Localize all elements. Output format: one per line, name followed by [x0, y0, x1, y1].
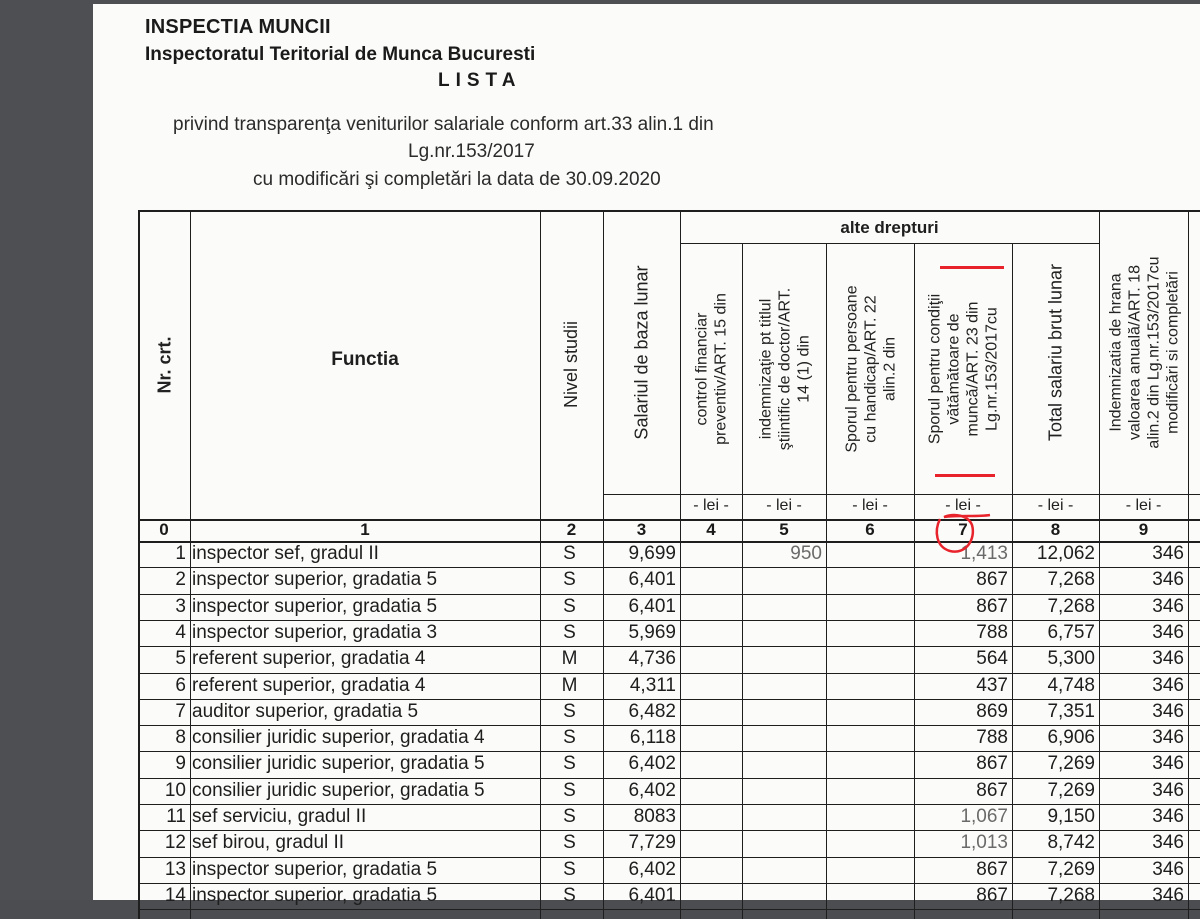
column-number: 3 — [636, 520, 647, 539]
table-cell-nr: 4 — [175, 621, 186, 643]
table-cell-nivel: S — [563, 595, 576, 617]
column-number: 6 — [865, 520, 875, 539]
subtitle-line-2: Lg.nr.153/2017 — [408, 141, 535, 162]
header-spor-conditii-line: Lg.nr.153/2017cu — [983, 306, 1000, 431]
subtitle-line-3: cu modificări şi completări la data de 30.09.2020 — [253, 169, 661, 190]
table-cell-c7: 1,067 — [960, 806, 1008, 827]
table-cell-nr: 2 — [175, 569, 186, 591]
table-cell-functia: inspector superior, gradatia 5 — [192, 569, 438, 591]
header-indemnizatie-doctor-line: ştiintific de doctor/ART. — [775, 287, 793, 450]
table-cell-functia: consilier juridic superior, gradatia 4 — [192, 727, 485, 749]
table-cell-total: 9,150 — [1047, 806, 1095, 827]
header-indemnizatie-hrana-line: valoarea anuală/ART. 18 — [1125, 264, 1143, 440]
table-cell-baza: 6,118 — [629, 727, 676, 749]
header-indemnizatie-doctor-line: 14 (1) din — [794, 334, 812, 403]
table-cell-c7: 788 — [976, 727, 1008, 749]
row-divider — [138, 567, 1200, 568]
header-total-salariu-line: Total salariu brut lunar — [1045, 263, 1065, 441]
table-cell-nr: 7 — [175, 700, 186, 722]
table-cell-nivel: M — [561, 648, 578, 670]
table-cell-c9: 346 — [1152, 700, 1184, 722]
table-cell-total: 7,268 — [1047, 884, 1095, 906]
table-cell-c9: 346 — [1152, 674, 1184, 696]
header-spor-handicap-line: Sporul pentru persoane — [842, 284, 860, 453]
red-annotation-line-top — [940, 266, 1004, 269]
table-cell-nivel: S — [563, 621, 576, 643]
column-number: 4 — [706, 520, 716, 539]
table-cell-total: 12,062 — [1036, 543, 1095, 564]
table-cell-baza: 6,401 — [628, 884, 676, 906]
table-cell-nivel: S — [563, 543, 576, 564]
header-salariul-baza-line: Salariul de baza lunar — [631, 264, 651, 440]
table-cell-nr: 9 — [175, 753, 186, 775]
header-indemnizatie-hrana-line: alin.2 din Lg.nr.153/2017cu — [1144, 255, 1162, 449]
header-control-financiar-line: control financiar — [693, 312, 710, 425]
table-cell-nivel: S — [563, 832, 576, 854]
table-cell-total: 5,300 — [1047, 648, 1095, 670]
document-page — [93, 4, 1200, 906]
table-cell-c9: 346 — [1152, 884, 1184, 906]
table-cell-baza: 4,311 — [629, 674, 676, 696]
table-cell-c9: 346 — [1152, 753, 1184, 775]
column-number: 8 — [1050, 520, 1061, 539]
table-cell-baza: 5,969 — [628, 621, 676, 643]
table-cell-c7: 867 — [976, 595, 1008, 617]
table-cell-nivel: S — [563, 858, 576, 880]
table-cell-functia: referent superior, gradatia 4 — [192, 674, 426, 696]
table-cell-total: 6,906 — [1047, 727, 1095, 749]
column-number: 0 — [159, 520, 169, 539]
table-cell-total: 7,269 — [1047, 858, 1095, 880]
lei-unit-label: - lei - — [1037, 497, 1074, 514]
header-control-financiar — [680, 243, 742, 494]
lei-unit-label: - lei - — [852, 497, 888, 514]
table-cell-c9: 346 — [1152, 779, 1184, 801]
table-cell-nr: 14 — [164, 884, 186, 906]
header-indemnizatie-hrana — [1099, 210, 1188, 494]
row-divider — [138, 646, 1200, 647]
table-cell-nivel: S — [563, 569, 576, 591]
header-control-financiar-line: preventiv/ART. 15 din — [712, 292, 729, 445]
header-spor-conditii-line: Sporul pentru condiţii — [926, 293, 943, 444]
row-divider — [138, 699, 1200, 700]
table-cell-functia: referent superior, gradatia 4 — [192, 648, 426, 670]
table-cell-c9: 346 — [1152, 727, 1184, 749]
column-number: 7 — [958, 520, 968, 539]
row-divider — [138, 804, 1200, 805]
table-cell-c7: 867 — [976, 858, 1008, 880]
table-cell-total: 7,268 — [1047, 595, 1095, 617]
header-nr-crt — [138, 210, 190, 519]
list-title: LISTA — [438, 70, 522, 91]
table-cell-nivel: S — [563, 700, 576, 722]
table-cell-c9: 346 — [1152, 648, 1184, 670]
table-cell-baza: 6,402 — [628, 779, 676, 801]
red-annotation-circle — [928, 509, 998, 559]
table-cell-functia: sef serviciu, gradul II — [192, 806, 367, 827]
table-cell-total: 7,351 — [1047, 700, 1095, 722]
group-header-alte-drepturi: alte drepturi — [840, 218, 939, 237]
table-cell-c9: 346 — [1152, 621, 1184, 643]
table-cell-functia: inspector sef, gradul II — [192, 543, 379, 564]
table-cell-nr: 12 — [164, 832, 186, 854]
column-number: 2 — [566, 520, 577, 539]
row-divider — [138, 620, 1200, 621]
table-cell-c7: 869 — [976, 700, 1008, 722]
table-cell-c9: 346 — [1152, 806, 1184, 827]
table-cell-functia: auditor superior, gradatia 5 — [192, 700, 419, 722]
header-spor-handicap-line: cu handicap/ART. 22 — [861, 294, 879, 443]
header-indemnizatie-hrana-line: Indemnizatia de hrana — [1106, 272, 1124, 432]
header-spor-conditii — [914, 243, 1012, 494]
column-number: 5 — [779, 520, 789, 539]
table-cell-nivel: S — [563, 779, 576, 801]
row-divider — [138, 909, 1200, 910]
table-cell-total: 4,748 — [1047, 674, 1095, 696]
table-cell-total: 7,269 — [1047, 779, 1095, 801]
table-cell-functia: consilier juridic superior, gradatia 5 — [192, 779, 485, 801]
table-cell-nr: 8 — [175, 727, 186, 749]
table-cell-c9: 346 — [1152, 595, 1184, 617]
table-cell-nivel: M — [561, 674, 578, 696]
table-cell-nr: 1 — [175, 543, 186, 564]
table-cell-c7: 437 — [976, 674, 1008, 696]
header-indemnizatie-doctor-line: indemnizaţie pt titlul — [756, 298, 774, 439]
table-cell-nr: 5 — [175, 648, 186, 670]
table-cell-total: 7,269 — [1047, 753, 1095, 775]
inspectorate-name: Inspectoratul Teritorial de Munca Bucuresti — [145, 44, 536, 65]
table-cell-c7: 788 — [976, 621, 1008, 643]
row-divider — [138, 857, 1200, 858]
lei-unit-label: - lei - — [766, 497, 802, 514]
table-cell-baza: 6,402 — [628, 858, 676, 880]
table-cell-nr: 3 — [175, 595, 186, 617]
table-cell-nivel: S — [563, 884, 576, 906]
header-salariul-baza — [603, 210, 680, 494]
table-cell-nr: 13 — [164, 858, 186, 880]
column-number: 1 — [360, 520, 370, 539]
header-functia: Functia — [331, 349, 399, 370]
table-cell-c9: 346 — [1152, 543, 1184, 564]
row-divider — [138, 883, 1200, 884]
header-nr-crt-line: Nr. crt. — [153, 335, 174, 394]
table-cell-c7: 867 — [976, 569, 1008, 591]
lei-unit-label: - lei - — [693, 497, 729, 514]
header-indemnizatie-hrana-line: modificări si completări — [1163, 270, 1181, 434]
header-total-salariu — [1012, 210, 1099, 494]
table-cell-c9: 346 — [1152, 832, 1184, 854]
row-divider — [138, 673, 1200, 674]
table-cell-c9: 346 — [1152, 569, 1184, 591]
table-cell-total: 7,268 — [1047, 569, 1095, 591]
table-cell-baza: 4,736 — [628, 648, 676, 670]
table-cell-c7: 1,413 — [960, 543, 1008, 564]
subtitle-line-1: privind transparenţa veniturilor salariale conform art.33 alin.1 din — [173, 114, 714, 135]
table-cell-baza: 6,482 — [628, 700, 676, 722]
row-divider — [138, 778, 1200, 779]
table-cell-functia: inspector superior, gradatia 3 — [192, 621, 438, 643]
row-divider — [138, 725, 1200, 726]
header-spor-handicap — [826, 243, 914, 494]
table-cell-functia: inspector superior, gradatia 5 — [192, 595, 438, 617]
table-cell-c7: 867 — [976, 884, 1008, 906]
column-number: 9 — [1138, 520, 1149, 539]
agency-name: INSPECTIA MUNCII — [145, 16, 331, 38]
table-cell-functia: inspector superior, gradatia 5 — [192, 858, 438, 880]
table-cell-functia: inspector superior, gradatia 5 — [192, 884, 438, 906]
table-cell-c9: 346 — [1152, 858, 1184, 880]
table-cell-nivel: S — [563, 806, 576, 827]
table-cell-nr: 10 — [164, 779, 186, 801]
table-cell-baza: 6,401 — [628, 595, 676, 617]
row-divider — [138, 751, 1200, 752]
table-cell-baza: 8083 — [633, 806, 676, 827]
table-cell-functia: consilier juridic superior, gradatia 5 — [192, 753, 485, 775]
header-spor-handicap-line: alin.2 din — [880, 336, 898, 401]
header-spor-conditii-line: vătămătoare de — [945, 312, 962, 425]
table-cell-baza: 7,729 — [628, 832, 676, 854]
table-cell-c5: 950 — [790, 543, 822, 564]
table-cell-c7: 1,013 — [960, 832, 1008, 854]
table-cell-baza: 9,699 — [628, 543, 676, 564]
table-cell-c7: 867 — [976, 779, 1008, 801]
header-nivel-studii — [540, 210, 603, 519]
lei-unit-label: - lei - — [1125, 497, 1162, 514]
table-cell-total: 8,742 — [1047, 832, 1095, 854]
row-divider — [138, 594, 1200, 595]
row-divider — [138, 830, 1200, 831]
table-cell-nr: 6 — [175, 674, 186, 696]
lei-unit-label: - lei - — [945, 497, 981, 514]
header-nivel-studii-line: Nivel studii — [561, 320, 581, 409]
red-annotation-line-bottom — [935, 474, 995, 477]
table-cell-baza: 6,401 — [628, 569, 676, 591]
table-cell-c7: 564 — [976, 648, 1008, 670]
table-cell-functia: sef birou, gradul II — [192, 832, 345, 854]
header-spor-conditii-line: muncă/ART. 23 din — [964, 301, 981, 436]
table-cell-nivel: S — [563, 753, 576, 775]
table-cell-c7: 867 — [976, 753, 1008, 775]
header-indemnizatie-doctor — [742, 243, 826, 494]
table-cell-total: 6,757 — [1047, 621, 1095, 643]
table-cell-nr: 11 — [166, 806, 186, 827]
table-cell-baza: 6,402 — [628, 753, 676, 775]
table-cell-nivel: S — [563, 727, 576, 749]
